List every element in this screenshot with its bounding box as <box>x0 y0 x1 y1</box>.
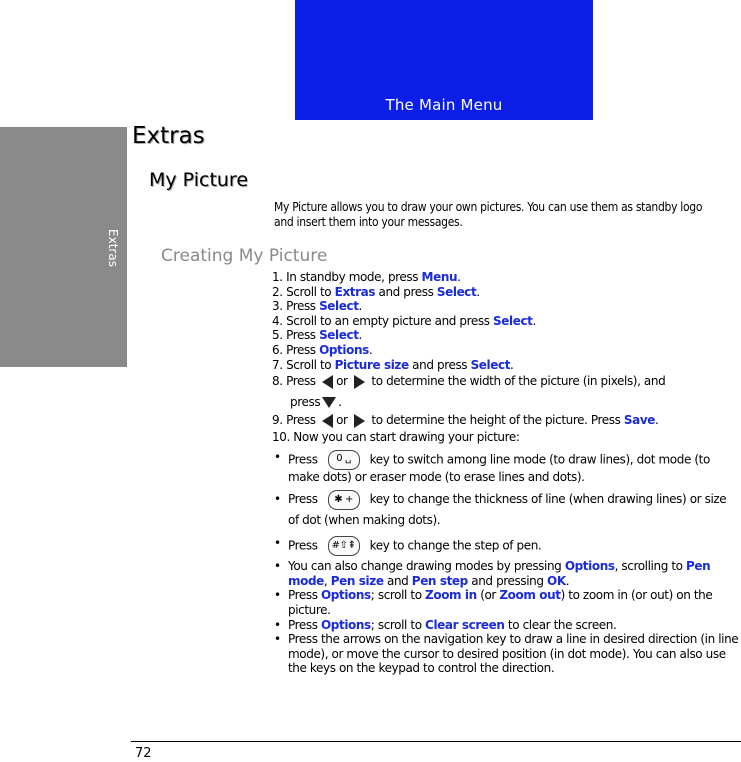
step-text: 7. Scroll to <box>272 357 335 372</box>
step-text: . <box>532 313 536 328</box>
page-number: 72 <box>135 746 152 761</box>
bullet-text <box>288 618 740 633</box>
bullet-dot: • <box>274 617 281 632</box>
footer-rule <box>131 741 741 742</box>
keyword: Options <box>564 559 615 574</box>
step-text: to determine the height of the picture. Press <box>371 413 624 428</box>
bullet-text <box>288 450 740 485</box>
step-text: Press <box>288 588 321 603</box>
zero-key-icon: 0 ␣ <box>328 450 360 470</box>
step-text: 8. Press <box>272 374 316 389</box>
list-item <box>272 618 740 633</box>
step-text: and <box>383 573 412 588</box>
step-text: key to change the step of pen. <box>369 538 542 553</box>
step-text: Press <box>288 492 318 507</box>
step-10: 10. Now you can start drawing your picture: <box>272 429 520 444</box>
step-8 <box>272 374 740 389</box>
bullet-dot: • <box>274 559 281 574</box>
step-4 <box>272 314 740 329</box>
step-text: . <box>358 328 362 343</box>
step-text: Press <box>288 538 318 553</box>
step-text: ; scroll to <box>370 588 426 603</box>
keyword: Zoom in <box>425 588 477 603</box>
keyword: Options <box>319 342 369 357</box>
step-text: 9. Press <box>272 413 316 428</box>
list-item <box>272 632 740 676</box>
list-item <box>272 588 740 617</box>
list-item <box>272 489 740 531</box>
step-text: You can also change drawing modes by pressing <box>288 559 565 574</box>
keyword: Select <box>319 299 359 314</box>
step-text: and pressing <box>467 573 548 588</box>
step-3 <box>272 299 740 314</box>
step-text: Press <box>288 452 318 467</box>
down-arrow-icon <box>322 397 336 408</box>
keyword: Pen mode <box>288 559 711 588</box>
intro-paragraph: My Picture allows you to draw your own pictures. You can use them as standby logo and insert them into your messages. <box>274 200 703 229</box>
step-7 <box>272 358 740 373</box>
step-6 <box>272 343 740 358</box>
creating-title: Creating My Picture <box>161 246 328 266</box>
bullet-dot: • <box>274 588 281 603</box>
step-text: key to change the thickness of line (when drawing lines) or size of dot (when making dots). <box>288 492 727 528</box>
right-arrow-icon <box>354 414 365 428</box>
keyword: Select <box>493 313 533 328</box>
step-text: 3. Press <box>272 299 320 314</box>
step-1 <box>272 270 740 285</box>
keyword: Extras <box>334 284 376 299</box>
keyword: Menu <box>421 270 458 284</box>
side-tab-label: Extras <box>106 229 120 267</box>
keyword: Save <box>623 413 656 428</box>
step-5 <box>272 328 740 343</box>
step-text: and press <box>408 357 471 372</box>
list-item <box>272 450 740 485</box>
keyword: Options <box>321 617 371 632</box>
step-text: . <box>510 357 514 372</box>
step-text: . <box>476 284 480 299</box>
step-text: . <box>368 342 373 357</box>
left-arrow-icon <box>322 375 333 389</box>
bullet-text <box>288 559 740 588</box>
bullet-text: Press the arrows on the navigation key to draw a line in desired direction (in line mode), or move the cursor to desired position (in dot mode). You can also use the keys on the keypad to control the direction. <box>288 632 739 676</box>
bullet-dot: • <box>274 536 281 551</box>
bullet-text <box>288 588 740 617</box>
steps-list <box>272 270 740 676</box>
keyword: Select <box>436 284 477 299</box>
bullet-dot: • <box>274 492 281 507</box>
left-arrow-icon <box>322 414 333 428</box>
step-text: . <box>655 413 659 428</box>
step-text: , <box>323 573 331 588</box>
step-text: , scrolling to <box>614 559 686 574</box>
step-8-continued <box>272 395 740 410</box>
bullet-dot: • <box>274 632 281 647</box>
section-title: Extras <box>132 123 205 149</box>
keyword: Select <box>470 357 511 372</box>
keyword: Zoom out <box>499 588 561 603</box>
list-item <box>272 536 740 556</box>
step-text: to clear the screen. <box>504 617 617 632</box>
step-text: (or <box>476 588 500 603</box>
step-text: 2. Scroll to <box>272 284 335 299</box>
step-text: . <box>457 270 461 284</box>
step-9 <box>272 413 740 428</box>
step-text: or <box>336 374 348 389</box>
step-text: . <box>338 394 342 409</box>
step-text: key to switch among line mode (to draw lines), dot mode (to make dots) or eraser mode (to erase lines and dots). <box>288 452 710 484</box>
header-banner <box>295 0 593 120</box>
subsection-title: My Picture <box>149 169 249 191</box>
step-text: . <box>358 299 362 314</box>
step-text: ; scroll to <box>370 617 426 632</box>
keyword: Picture size <box>334 357 409 372</box>
step-text: press <box>290 394 321 409</box>
list-item <box>272 559 740 588</box>
step-text: Press <box>288 617 321 632</box>
step-2 <box>272 285 740 300</box>
keyword: Pen step <box>411 573 468 588</box>
bullet-dot: • <box>274 449 281 464</box>
keyword: Pen size <box>330 573 384 588</box>
star-key-icon: ✱ + <box>328 490 360 510</box>
step-text: 5. Press <box>272 328 320 343</box>
bullet-text <box>288 489 740 531</box>
right-arrow-icon <box>354 375 365 389</box>
step-text: to determine the width of the picture (in pixels), and <box>371 374 666 389</box>
step-text: or <box>336 413 348 428</box>
step-text: 6. Press <box>272 342 320 357</box>
keyword: Options <box>321 588 371 603</box>
hash-key-icon: #⇧⇞ <box>328 536 360 556</box>
step-text: . <box>565 573 570 588</box>
keyword: OK <box>547 573 566 588</box>
bullet-text <box>288 536 740 556</box>
keyword: Clear screen <box>425 617 505 632</box>
step-text: and press <box>375 284 437 299</box>
step-text: ) to zoom in (or out) on the picture. <box>288 588 713 617</box>
header-title: The Main Menu <box>385 96 503 114</box>
step-text: 1. In standby mode, press <box>272 270 422 284</box>
keyword: Select <box>319 328 359 343</box>
step-text: 4. Scroll to an empty picture and press <box>272 313 494 328</box>
